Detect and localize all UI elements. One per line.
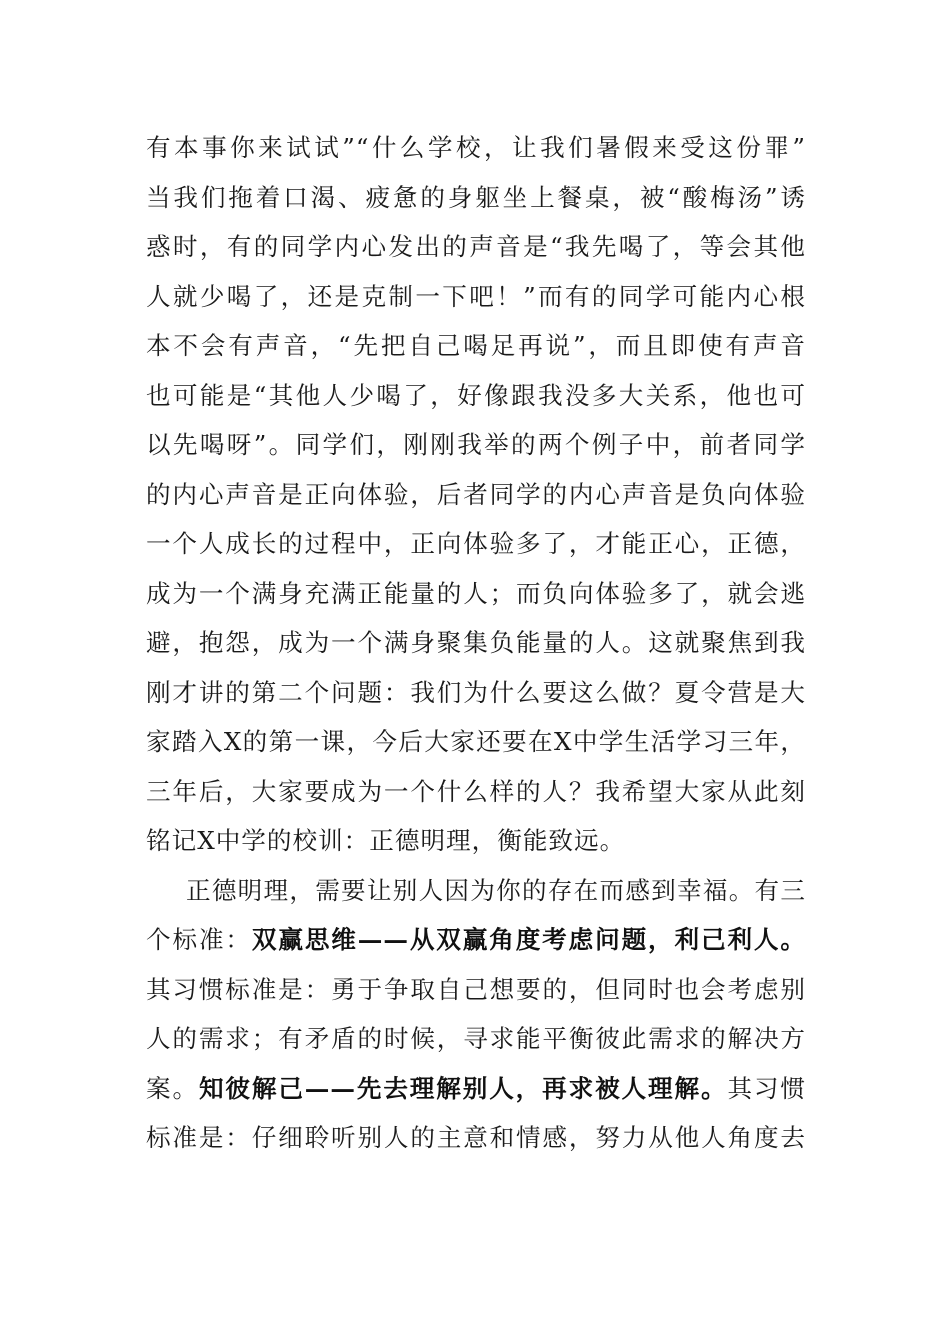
text-line (146, 767, 806, 817)
text-line (146, 569, 806, 619)
text-line (146, 371, 806, 421)
text-segment: 三年后，大家要成为一个什么样的人？我希望大家从此刻 (146, 776, 806, 806)
text-segment: 人就少喝了，还是克制一下吧！”而有的同学可能内心根 (146, 281, 806, 311)
text-line (146, 519, 806, 569)
text-line (146, 915, 806, 965)
text-segment: 有本事你来试试”“什么学校，让我们暑假来受这份罪” (146, 133, 806, 162)
text-line (146, 123, 806, 173)
text-line (146, 321, 806, 371)
text-segment: 避，抱怨，成为一个满身聚集负能量的人。这就聚焦到我 (146, 628, 806, 657)
text-segment: 本不会有声音，“先把自己喝足再说”，而且即使有声音 (146, 331, 806, 360)
text-line (146, 717, 806, 767)
text-segment: 铭记X中学的校训：正德明理，衡能致远。 (146, 826, 626, 855)
text-segment: 人的需求；有矛盾的时候，寻求能平衡彼此需求的解决方 (146, 1024, 806, 1053)
body-text (146, 123, 806, 1163)
text-line (146, 965, 806, 1015)
text-line (146, 618, 806, 668)
bold-text-segment: 知彼解己——先去理解别人，再求被人理解。 (198, 1073, 728, 1103)
text-segment: 其习惯 (727, 1073, 806, 1103)
text-line (146, 668, 806, 718)
text-segment: 刚才讲的第二个问题：我们为什么要这么做？夏令营是大 (146, 677, 806, 707)
text-segment: 一个人成长的过程中，正向体验多了，才能正心，正德， (146, 529, 806, 558)
text-segment: 个标准： (146, 925, 252, 954)
text-segment: 当我们拖着口渴、疲惫的身躯坐上餐桌，被“酸梅汤”诱 (146, 182, 806, 212)
text-line (146, 272, 806, 322)
text-line (146, 470, 806, 520)
text-segment: 正德明理，需要让别人因为你的存在而感到幸福。有三 (186, 875, 806, 905)
text-segment: 惑时，有的同学内心发出的声音是“我先喝了，等会其他 (146, 232, 806, 261)
text-segment: 以先喝呀”。同学们，刚刚我举的两个例子中，前者同学 (146, 430, 806, 459)
text-line (146, 816, 806, 866)
text-line (146, 1014, 806, 1064)
text-segment: 其习惯标准是：勇于争取自己想要的，但同时也会考虑别 (146, 974, 806, 1004)
text-line (146, 1064, 806, 1114)
text-line (146, 173, 806, 223)
text-line (146, 866, 806, 916)
text-segment: 家踏入X的第一课，今后大家还要在X中学生活学习三年， (146, 727, 806, 756)
bold-text-segment: 双赢思维——从双赢角度考虑问题，利己利人。 (251, 925, 806, 954)
text-segment: 的内心声音是正向体验，后者同学的内心声音是负向体验 (146, 479, 806, 509)
text-line (146, 222, 806, 272)
text-segment: 成为一个满身充满正能量的人；而负向体验多了，就会逃 (146, 578, 806, 608)
text-segment: 案。 (146, 1073, 199, 1103)
text-segment: 也可能是“其他人少喝了，好像跟我没多大关系，他也可 (146, 380, 806, 410)
text-line (146, 420, 806, 470)
text-line (146, 1113, 806, 1163)
text-segment: 标准是：仔细聆听别人的主意和情感，努力从他人角度去 (146, 1123, 806, 1152)
